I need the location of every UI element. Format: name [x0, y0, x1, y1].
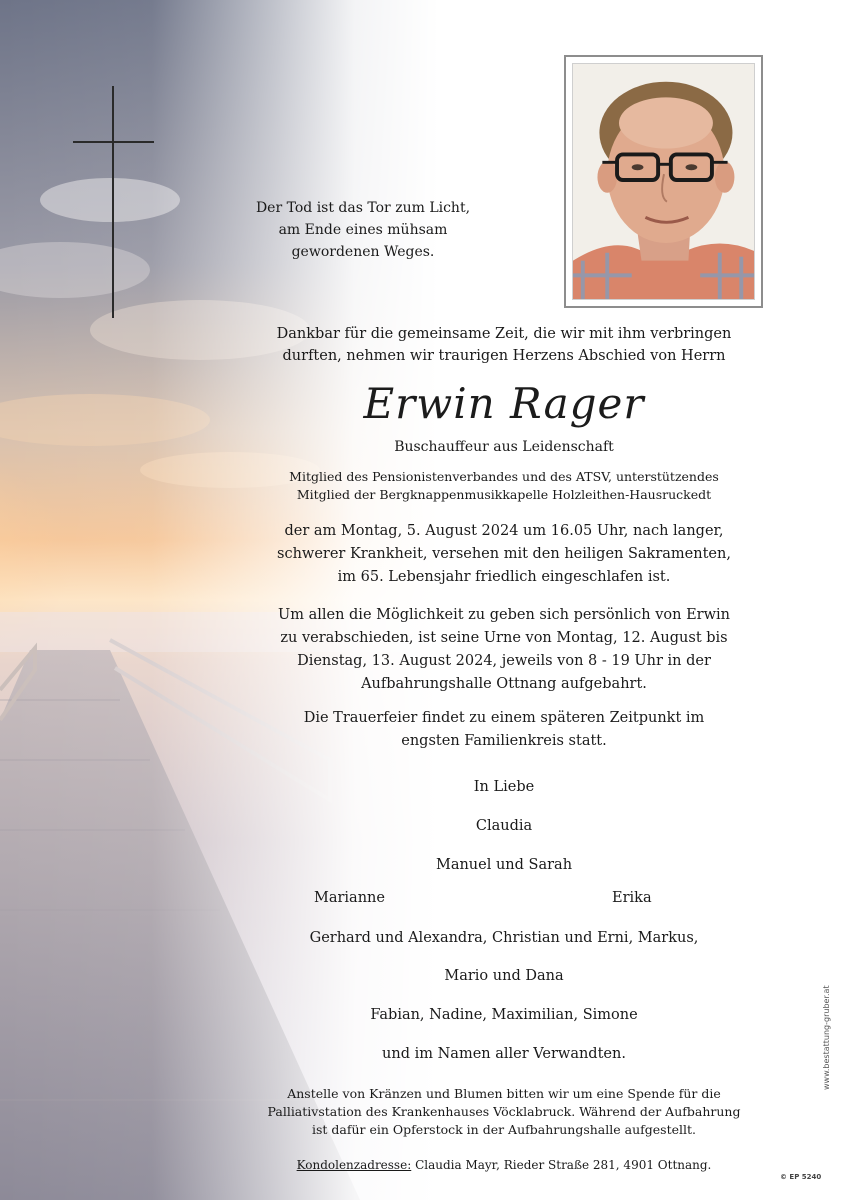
funeral-line: engsten Familienkreis statt. — [401, 733, 607, 749]
cross-icon — [112, 86, 114, 318]
quote-line: gewordenen Weges. — [291, 244, 435, 260]
mourner-manuel-sarah: Manuel und Sarah — [435, 857, 573, 873]
intro-text — [244, 323, 764, 367]
mourner-gerhard-line: Gerhard und Alexandra, Christian und Erni, Markus, — [309, 930, 699, 946]
viewing-notice — [244, 604, 764, 696]
death-notice — [244, 520, 764, 589]
viewing-line: Dienstag, 13. August 2024, jeweils von 8 - 19 Uhr in der — [297, 653, 711, 669]
viewing-line: Um allen die Möglichkeit zu geben sich persönlich von Erwin — [278, 607, 730, 623]
memorial-quote — [228, 197, 498, 263]
donation-line: ist dafür ein Opferstock in der Aufbahrungshalle aufgestellt. — [312, 1122, 696, 1137]
membership-text — [244, 468, 764, 504]
membership-line: Mitglied des Pensionistenverbandes und des ATSV, unterstützendes — [289, 469, 719, 484]
mourner-in-love: In Liebe — [473, 779, 535, 795]
intro-line: durften, nehmen wir traurigen Herzens Abschied von Herrn — [282, 348, 726, 364]
quote-line: Der Tod ist das Tor zum Licht, — [255, 200, 471, 216]
donation-notice — [244, 1085, 764, 1139]
print-code: © EP 5240 — [780, 1173, 822, 1181]
funeral-line: Die Trauerfeier findet zu einem späteren Zeitpunkt im — [303, 710, 705, 726]
mourner-erika: Erika — [612, 890, 652, 906]
condolence-address-text: Claudia Mayr, Rieder Straße 281, 4901 Ottnang. — [411, 1158, 712, 1172]
website-credit: www.bestattung-gruber.at — [822, 985, 831, 1090]
viewing-line: Aufbahrungshalle Ottnang aufgebahrt. — [361, 676, 647, 692]
membership-line: Mitglied der Bergknappenmusikkapelle Holzleithen-Hausruckedt — [296, 487, 712, 502]
portrait-photo — [572, 63, 755, 300]
mourner-marianne: Marianne — [314, 890, 385, 906]
mourner-claudia: Claudia — [475, 818, 533, 834]
donation-line: Palliativstation des Krankenhauses Vöcklabruck. Während der Aufbahrung — [267, 1104, 741, 1119]
quote-line: am Ende eines mühsam — [278, 222, 448, 238]
death-line: im 65. Lebensjahr friedlich eingeschlafen ist. — [337, 569, 671, 585]
intro-line: Dankbar für die gemeinsame Zeit, die wir mit ihm verbringen — [276, 326, 732, 342]
viewing-line: zu verabschieden, ist seine Urne von Montag, 12. August bis — [280, 630, 728, 646]
condolence-label: Kondolenzadresse: — [296, 1158, 412, 1172]
mourner-grandchildren: Fabian, Nadine, Maximilian, Simone — [370, 1007, 638, 1023]
donation-line: Anstelle von Kränzen und Blumen bitten wir um eine Spende für die — [287, 1086, 721, 1101]
portrait-frame — [564, 55, 763, 308]
condolence-address — [244, 1156, 764, 1174]
mourner-mario-dana: Mario und Dana — [444, 968, 564, 984]
funeral-notice — [244, 707, 764, 753]
mourner-relatives: und im Namen aller Verwandten. — [382, 1046, 626, 1062]
deceased-profession: Buschauffeur aus Leidenschaft — [394, 439, 614, 455]
cross-icon-bar — [73, 141, 154, 143]
deceased-name: Erwin Rager — [363, 379, 645, 428]
death-line: schwerer Krankheit, versehen mit den heiligen Sakramenten, — [277, 546, 731, 562]
death-line: der am Montag, 5. August 2024 um 16.05 Uhr, nach langer, — [284, 523, 724, 539]
